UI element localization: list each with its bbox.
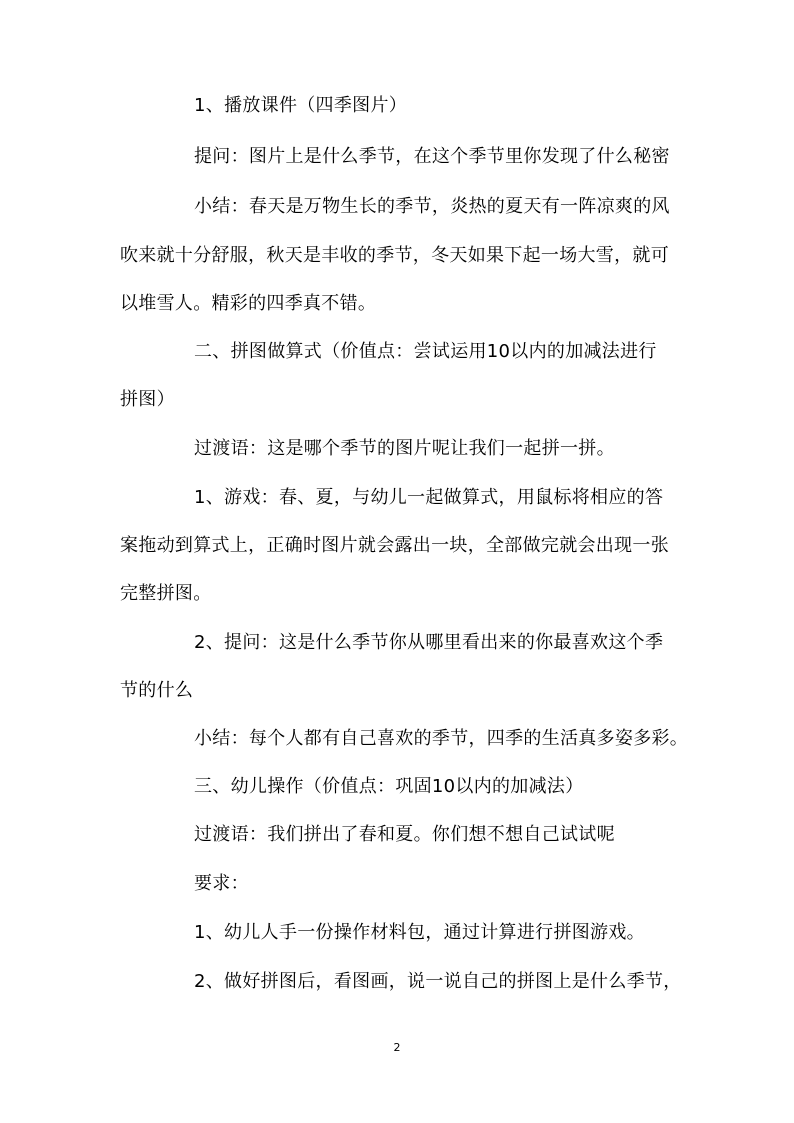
text-line-1: 1、播放课件（四季图片） [194,95,408,116]
text-line-18: 1、幼儿人手一份操作材料包，通过计算进行拼图游戏。 [194,922,645,943]
text-line-7: 拼图） [120,389,175,410]
text-line-16: 过渡语：我们拼出了春和夏。你们想不想自己试试呢 [194,824,615,845]
page-number: 2 [393,1041,401,1054]
text-line-14: 小结：每个人都有自己喜欢的季节，四季的生活真多姿多彩。 [194,728,689,749]
text-line-11: 完整拼图。 [120,583,212,604]
text-line-6: 二、拼图做算式（价值点：尝试运用10以内的加减法进行 [194,341,657,362]
text-line-5: 以堆雪人。精彩的四季真不错。 [120,293,377,314]
text-line-19: 2、做好拼图后，看图画，说一说自己的拼图上是什么季节， [194,971,682,992]
text-line-12: 2、提问：这是什么季节你从哪里看出来的你最喜欢这个季 [194,632,664,653]
text-line-3: 小结：春天是万物生长的季节，炎热的夏天有一阵凉爽的风 [194,196,670,217]
text-line-15: 三、幼儿操作（价值点：巩固10以内的加减法） [194,776,584,797]
text-line-2: 提问：图片上是什么季节，在这个季节里你发现了什么秘密 [194,146,670,167]
text-line-9: 1、游戏：春、夏，与幼儿一起做算式，用鼠标将相应的答 [194,487,664,508]
text-line-13: 节的什么 [120,680,194,701]
text-line-8: 过渡语：这是哪个季节的图片呢让我们一起拼一拼。 [194,438,615,459]
text-line-10: 案拖动到算式上，正确时图片就会露出一块，全部做完就会出现一张 [120,535,669,556]
text-line-4: 吹来就十分舒服，秋天是丰收的季节，冬天如果下起一场大雪，就可 [120,245,669,266]
text-line-17: 要求： [194,873,249,894]
